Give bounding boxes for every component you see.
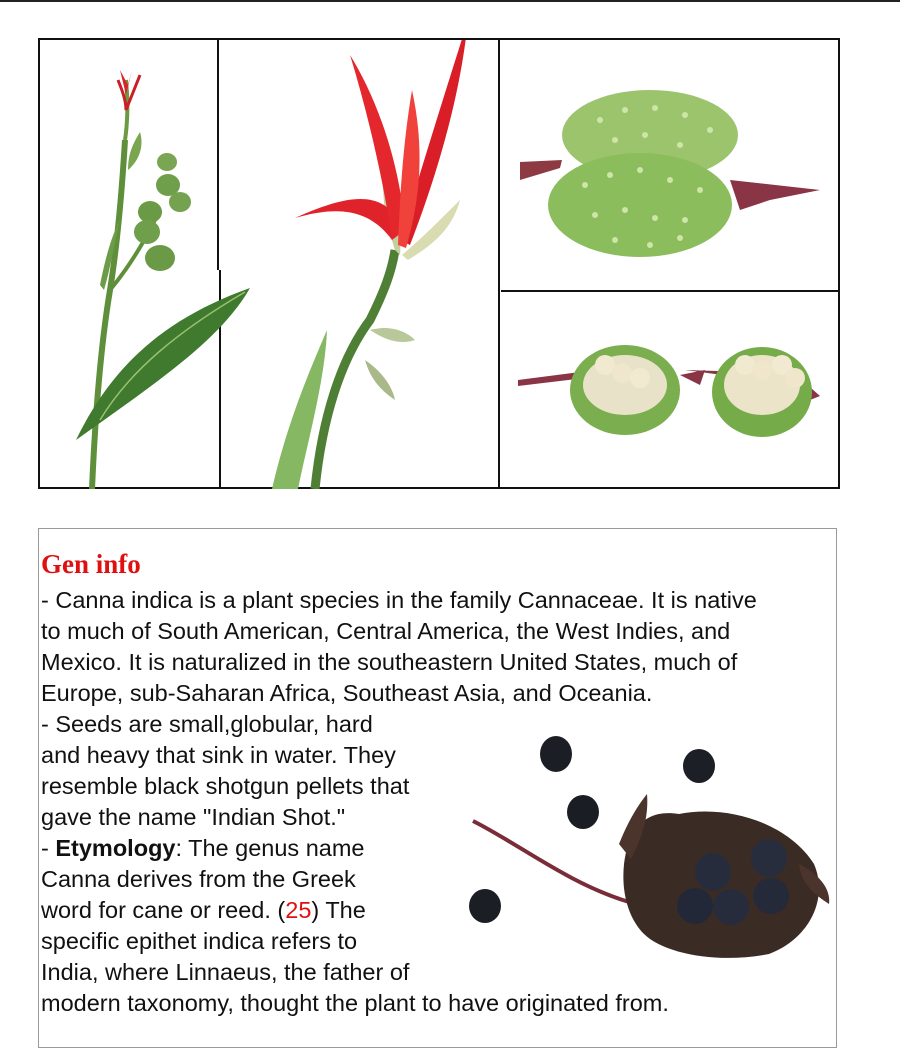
paragraph-native-range	[41, 585, 757, 709]
gen-info-heading: Gen info	[41, 549, 141, 579]
opened-capsule-photo	[518, 345, 820, 437]
paragraph-seeds	[41, 709, 409, 833]
text-line: -	[41, 835, 56, 861]
text-line: and heavy that sink in water. They	[41, 742, 396, 768]
text-line: modern taxonomy, thought the plant to have originated from.	[41, 990, 669, 1016]
canna-plant-photo	[76, 70, 250, 489]
text-line: - Canna indica is a plant species in the family Cannaceae. It is native	[41, 587, 757, 613]
text-line: resemble black shotgun pellets that	[41, 773, 410, 799]
etymology-term: Etymology	[55, 835, 176, 861]
text-line: : The genus name	[175, 835, 365, 861]
text-line: word for cane or reed. (	[41, 897, 286, 923]
text-line: ) The	[311, 897, 366, 923]
text-line: Mexico. It is naturalized in the southeastern United States, much of	[41, 649, 738, 675]
text-line: India, where Linnaeus, the father of	[41, 959, 410, 985]
text-line: specific epithet indica refers to	[41, 928, 358, 954]
text-line: gave the name "Indian Shot."	[41, 804, 346, 830]
photo-collage	[38, 38, 840, 489]
gen-info-box	[38, 528, 837, 1048]
reference-link[interactable]: 25	[285, 897, 312, 923]
text-line: Canna derives from the Greek	[41, 866, 356, 892]
canna-flower-photo	[272, 40, 468, 489]
text-line: - Seeds are small,globular, hard	[41, 711, 373, 737]
top-rule	[0, 0, 900, 2]
text-line: to much of South American, Central America, the West Indies, and	[41, 618, 731, 644]
text-line: Europe, sub-Saharan Africa, Southeast Asia, and Oceania.	[41, 680, 653, 706]
black-seeds-photo	[459, 724, 839, 979]
spiny-seed-capsule-photo	[520, 90, 820, 257]
